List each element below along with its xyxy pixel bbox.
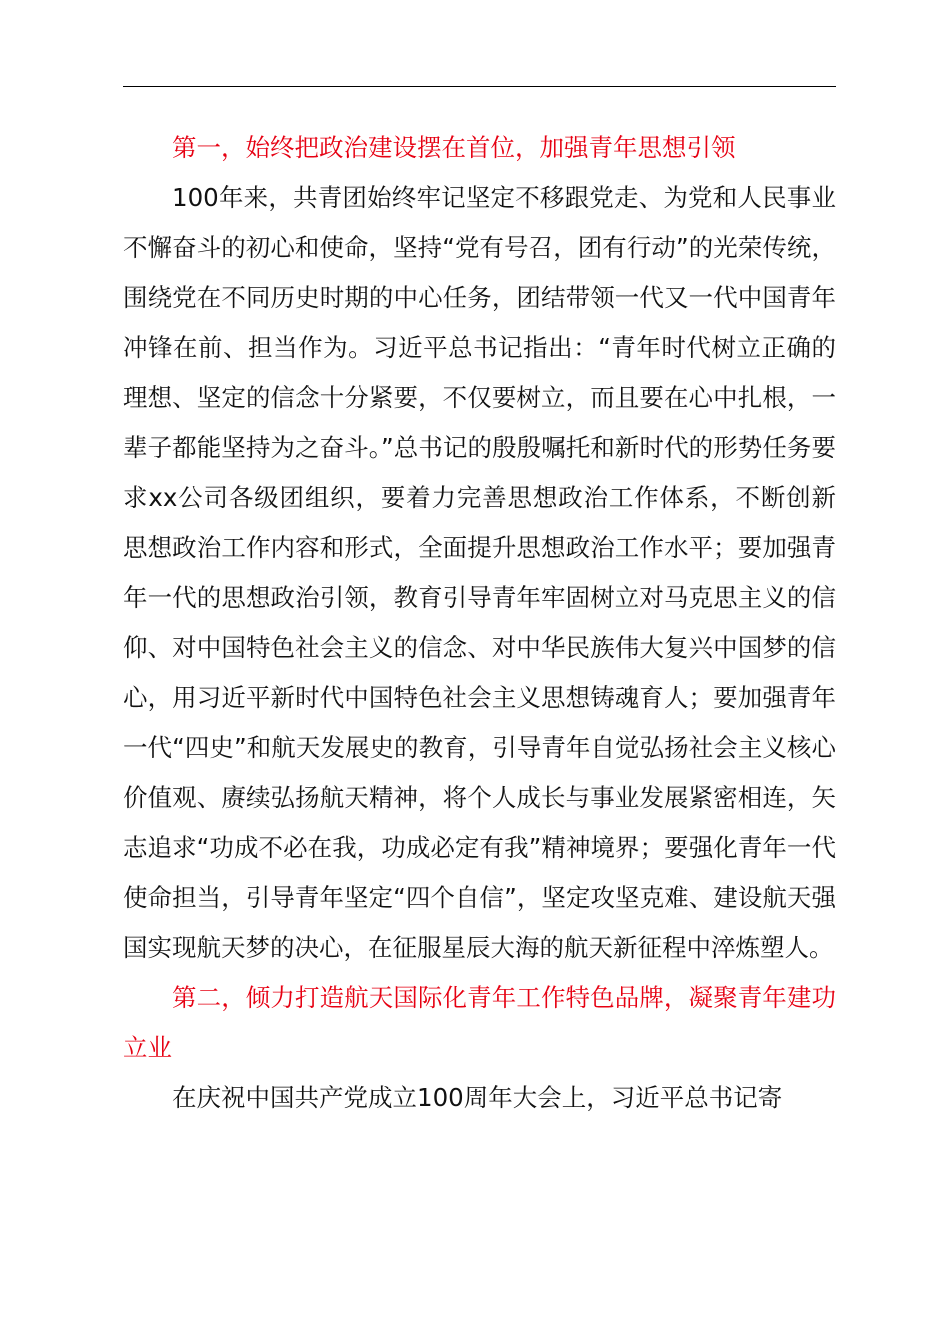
section-heading-2: 第二，倾力打造航天国际化青年工作特色品牌，凝聚青年建功立业: [123, 983, 836, 1062]
body-paragraph-1: 100年来，共青团始终牢记坚定不移跟党走、为党和人民事业不懈奋斗的初心和使命，坚持“党有号召，团有行动”的光荣传统，围绕党在不同历史时期的中心任务，团结带领一代又一代中国青年冲锋在前、担当作为。习近平总书记指出：“青年时代树立正确的理想、坚定的信念十分紧要，不仅要树立，而且要在心中扎根，一辈子都能坚持为之奋斗。”总书记的殷殷嘱托和新时代的形势任务要求xx公司各级团组织，要着力完善思想政治工作体系，不断创新思想政治工作内容和形式，全面提升思想政治工作水平；要加强青年一代的思想政治引领，教育引导青年牢固树立对马克思主义的信仰、对中国特色社会主义的信念、对中华民族伟大复兴中国梦的信心，用习近平新时代中国特色社会主义思想铸魂育人；要加强青年一代“四史”和航天发展史的教育，引导青年自觉弘扬社会主义核心价值观、赓续弘扬航天精神，将个人成长与事业发展紧密相连，矢志追求“功成不必在我，功成必定有我”精神境界；要强化青年一代使命担当，引导青年坚定“四个自信”，坚定攻坚克难、建设航天强国实现航天梦的决心，在征服星辰大海的航天新征程中淬炼塑人。: [123, 183, 836, 962]
document-body: [123, 123, 836, 1123]
section-heading-1: 第一，始终把政治建设摆在首位，加强青年思想引领: [172, 133, 736, 162]
body-paragraph-2: 在庆祝中国共产党成立100周年大会上，习近平总书记寄: [172, 1083, 783, 1112]
header-rule: [123, 86, 836, 87]
